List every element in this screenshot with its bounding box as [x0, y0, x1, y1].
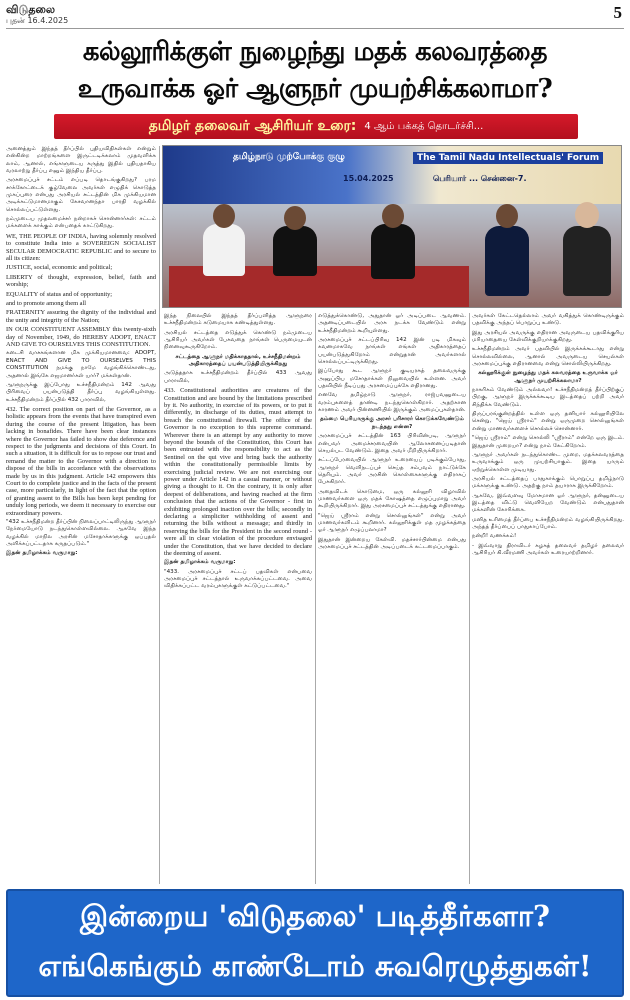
paragraph: அனைத்தும் இந்தத் தீர்ப்பில் புதியவிதிகள்கள் என்றும் என்கின்ற மாற்றங்களை இருட்டடிக்கலாம் முதவளிக்க லாம், ஆனால், எங்களுடைய கருத்து இதில் புதியதாகிய வரலாற்று தீர்ப்பு எனும் இந்திய தீர்ப்பு.: [6, 146, 156, 175]
masthead: [6, 3, 624, 29]
person-head: [284, 206, 306, 230]
person-figure: [563, 226, 611, 296]
paragraph: அரசமைப்புச் சட்டத்தின் 163 பிரிவின்படி, ஆளுநர் என்பவர் அமைச்சரவையின் ஆலோசனைப்படிதான் செயல்பட வேண்டும். இதை அவர் மீறியிருக்கிறார்.: [318, 433, 466, 454]
column-divider: [469, 313, 470, 884]
judgment-quote: 433. Constitutional authorities are creatures of the Constitution and are bound by the limitations prescribed by it. No authority, in exercise of its powers, or to put it differently, in discharge of its duties, must attempt to breach the constitutional firewall. The office of the Governor is no exception to this supreme command. Wherever there is an attempt by any authority to move beyond the bounds of the Constitution, this Court has been entrusted with the responsibility to act as the Sentinel on the qui vive and bring back the authority within the constitutionally permissible limits by exercising judicial review. We are not exercising our power under Article 142 in a casual manner, or without giving a thought to it. On the contrary, it is only after deepest of deliberations, and having reached at the firm conclusion that the actions of the Governor - first in exhibiting prolonged inaction over the bills; secondly in declaring a simpliciter withholding of assent and returning the bills without a message; and thirdly in reserving the bills for the President in the second round - were all in clear violation of the procedure envisaged under the Constitution, that we have decided to declare the deeming of assent.: [164, 387, 312, 558]
preamble-text: JUSTICE, social, economic and political;: [6, 264, 113, 272]
paragraph: திருப்பரங்குன்றத்தில் உள்ள ஒரு தனியார் கல்லூரியிலே சென்று, "ஜெய் ஸ்ரீராம்" என்று ஒருமுறை சொல்லுங்கள் என்று மாணவர்களைச் சொல்லச் சொன்னார்.: [472, 411, 624, 432]
newspaper-name: விடுதலை: [6, 3, 56, 16]
headline-line-2: உருவாக்க ஓர் ஆளுநர் முயற்சிக்கலாமா?: [77, 74, 553, 104]
section-heading: இதன் தமிழாக்கம் வருமாறு:: [6, 550, 78, 557]
paragraph: ஆளுநருக்கு இப்போது உச்சநீதிமன்றம் 142 ஆவது பிரிவைப் பயன்படுத்தி தீர்ப்பு வழங்கியுள்ளது. உச்சநீதிமன்றம் தீர்ப்பில் 432 பாராவில்,: [6, 381, 156, 403]
person-figure: [485, 226, 529, 296]
page-number: 5: [613, 3, 622, 22]
paragraph: "ஜெய் ஸ்ரீராம் என்று சொல்லுங்கள்" என்று அவர் மாணவர்களிடம் கூறினார். கல்லூரிக்குள் மத முழக்கத்தை ஓர் ஆளுநர் எழுப்பலாமா?: [318, 512, 466, 534]
preamble-text: and to promote among them all: [6, 300, 87, 308]
preamble-text: FRATERNITY assuring the dignity of the individual and the unity and integrity of the Nation;: [6, 309, 156, 324]
backdrop-forum-name: The Tamil Nadu Intellectuals' Forum: [413, 152, 603, 164]
person-figure: [273, 226, 317, 276]
paragraph: நன்றி! வணக்கம்!: [472, 533, 517, 540]
paragraph: எனவே தமிழ்நாடு ஆளுநர், ராஜ்பவனுடைய வரம்புகளைத் தாண்டி நடந்துகொள்கிறார். அதற்கான காரணம் அவர் பின்னணியில் இருக்கும் அமைப்புகள்தான்.: [318, 392, 466, 414]
paragraph: நம்முடைய முதலமைச்சர் நன்றாகச் சொன்னார்கள்: சட்டம் மக்களைக் காக்கும் என்பதைக் காட்டுகிறது.: [6, 216, 156, 230]
person-head: [496, 204, 518, 228]
article-column-1: [6, 146, 156, 884]
paragraph: இப்போது கூட ஆளுநர் குடியரசுத் தலைவருக்கு அனுப்பிய மசோதாக்கள் நிலுவையில் உள்ளன. அவர் பதவியில் நீடிப்பது அரசமைப்புக்கே எதிரானது.: [318, 368, 466, 390]
paragraph: அரசியல் சட்டத்தைப் பாதுகாக்கும் பொறுப்பு தமிழ்நாடு மக்களுக்கு உண்டு. அதற்கு நாம் தயாராக இருக்கிறோம்.: [472, 475, 624, 490]
promo-banner: [6, 889, 624, 997]
paragraph: கடைசி வாசகங்களான மிக முக்கியமானவை: ADOPT, ENACT AND GIVE TO OURSELVES THIS CONSTITUTION நமக்கு நாமே வழங்கிக்கொண்டது, அதனால் இங்கே எஜமானர்கள் யார்? மக்கள்தான்.: [6, 350, 156, 379]
issue-date: புதன் 16.4.2025: [6, 16, 69, 25]
person-head: [213, 204, 235, 228]
paragraph: உச்சநீதிமன்றம் அவர் பதவியில் இருக்கக்கூடாது என்று சொல்லவில்லை, ஆனால் அவருடைய செயல்கள் அரசமைப்புக்கு எதிரானவை என்று சொல்லியிருக்கிறது.: [472, 346, 624, 368]
subheading-continued: 4 ஆம் பக்கத் தொடர்ச்சி...: [364, 120, 484, 132]
paragraph: அரசியல் சட்டத்தை எடுத்துக் கொண்டு நம்முடைய ஆசிரியர் அவர்கள் பேசுவதை நாங்கள் பெருமையுடன் நினைவுகூருகிறோம்.: [164, 329, 312, 351]
article-column-4: [472, 313, 624, 884]
section-heading: தம்மை பெரியாருக்கு அரசர் பரிசாரர் கொடுக்கவேண்டும் நடந்தது என்ன?: [320, 416, 464, 430]
paragraph: அடுத்ததாக உச்சநீதிமன்றம் தீர்ப்பில் 433 ஆவது பாராவில்,: [164, 370, 312, 384]
paragraph: அவர்கள் கேட்டதெல்லாம் அவர் வகித்துக் கொண்டிருக்கும் பதவிக்கு அந்தப் பொறுப்பு உண்டு.: [472, 313, 624, 327]
promo-line-2: எங்கெங்கும் காண்டோம் சுவரெழுத்துகள்!: [38, 949, 592, 983]
paragraph: "432 உச்சநீதிமன்ற தீர்ப்பின் நிலைப்பாட்டிலிருந்து ஆளுநர் நேர்மையோடு நடந்துகொள்ளவில்லை. ஆகவே இந்த வழக்கில் மாநில அரசின் மசோதாக்களுக்கு ஒப்புதல் அளிக்கப்பட்டதாக கருதப்படும்.": [6, 518, 156, 547]
preamble-text: EQUALITY of status and of opportunity;: [6, 290, 113, 298]
paragraph: எடுத்துக்கொண்டு, அதுதான் ஓர் அடிப்படை ஆவணம். அதனடிப்படையில் அரசு நடக்க வேண்டும் என்று உச்சநீதிமன்றம் கூறியுள்ளது.: [318, 313, 466, 334]
preamble-text: WE, THE PEOPLE OF INDIA, having solemnly resolved to constitute India into a SOVEREIGN SOCIALIST SECULAR DEMOCRATIC REPUBLIC and to secure to all its citizen:: [6, 232, 156, 262]
headline-line-1: கல்லூரிக்குள் நுழைந்து மதக் கலவரத்தை: [82, 37, 548, 67]
column-divider: [315, 313, 316, 884]
person-figure: [203, 224, 245, 276]
paragraph: மனித உரிமைத் தீர்ப்பை உச்சநீதிமன்றம் வழங்கியிருக்கிறது. அந்தத் தீர்ப்பைப் பாதுகாப்போம்.: [472, 516, 624, 530]
paragraph: இது அரசியல் அவருக்கு எதிரான அவருடைய பதவிக்குரிய மரியாதையை கேள்விக்குறியாக்குகிறது.: [472, 329, 624, 344]
subheading-main: தமிழர் தலைவர் ஆசிரியர் உரை:: [148, 117, 357, 134]
backdrop-date: 15.04.2025: [343, 174, 394, 183]
backdrop-venue: பெரியார் ... சென்னை-7.: [433, 174, 527, 183]
article-column-2: [164, 313, 312, 884]
paragraph: ஆகவே, இவ்வளவு மோசமான ஓர் ஆளுநர், தன்னுடைய இடத்தை விட்டு வெளியேற வேண்டும் என்பதுதான் மக்களின் கோரிக்கை.: [472, 492, 624, 514]
backdrop-title: தமிழ்நாடு முற்போக்கு குழு: [233, 152, 345, 162]
section-heading: சட்டத்தை ஆளுநர் மதிக்காததால், உச்சநீதிமன்றம் அதிகாரத்தைப் பயன்படுத்தியிருக்கிறது: [175, 353, 301, 368]
paragraph: ஆளுநர் அவர்கள் நடந்துகொண்ட முறை, மதக்கலவரத்தை உருவாக்கும் ஒரு முயற்சியாகும். இதை யாரும் ஏற்றுக்கொள்ள முடியாது.: [472, 451, 624, 473]
paragraph: "433. அரசமைப்புச் சட்டப் பதவிகள் என்பவை அரசமைப்புச் சட்டத்தால் உருவாக்கப்பட்டவை. அவை விதிக்கப்பட்ட வரம்புகளுக்குள் கட்டுப்பட்டவை.": [164, 568, 312, 590]
paragraph: இதுதான் இன்றைய கேள்வி. மதச்சார்பின்மை என்பது அரசமைப்புச் சட்டத்தின் அடிப்படைக் கட்டமைப்பாகும்.: [318, 536, 466, 550]
promo-line-1: இன்றைய 'விடுதலை' படித்தீர்களா?: [79, 899, 551, 933]
paragraph: அரசமைப்புச் சட்டப்பிரிவு 142 இன் படி மிகவும் கவனமாகவே நாங்கள் எங்கள் அதிகாரத்தைப் பயன்படுத்துகிறோம் என்றுதான் அவர்களால் சொல்லப்பட்டிருக்கிறது.: [318, 337, 466, 366]
event-photo: [162, 145, 622, 308]
person-figure: [371, 224, 415, 279]
section-heading: இதன் தமிழாக்கம் வருமாறு:: [164, 559, 236, 566]
section-heading: கல்லூரிக்குள் நுழைந்து மதக் கலவரத்தை உருவாக்க ஓர் ஆளுநர் முயற்சிக்கலாமா?: [478, 370, 618, 384]
paragraph: - இவ்வாறு திராவிடர் கழகத் தலைவர் தமிழர் தலைவர் ஆசிரியர் கி.வீரமணி அவர்கள் உரையாற்றினார்.: [472, 542, 624, 556]
person-head: [575, 202, 599, 228]
paragraph: நாகரிகம் வேண்டும் அல்லவா! உச்சநீதிமன்றத் தீர்ப்பிற்குப் பிறகு, ஆளுநர் இருக்கக்கூடிய இடத்தைப் பற்றி அவர் சிந்திக்க வேண்டும்.: [472, 387, 624, 408]
paragraph: அதைவிடக் கொடுமை, ஒரு கல்லூரி விழாவில் மாணவர்களை ஒரு மதக் கோஷத்தை எழுப்புமாறு அவர் கூறியிருக்கிறார். இது அரசமைப்புச் சட்டத்துக்கு எதிரானது.: [318, 488, 466, 510]
paragraph: சட்டப்பேரவையில் ஆளுநர் உரையைப் படிக்கும்போது, ஆளுநர் வெளிநடப்புச் செய்த சம்பவம் நாட்டுக்கே தெரியும். அவர் அரசின் கொள்கைகளுக்கு எதிராகப் பேசுகிறார்.: [318, 457, 466, 486]
paragraph: "ஜெய் ஸ்ரீராம்" என்று சொல்லி "ஸ்ரீராம்" என்றே ஒரு இடம். இதுதான் முறையா? என்று நாம் கேட்கிறோம்.: [472, 435, 624, 449]
preamble-text: IN OUR CONSTITUENT ASSEMBLY this twenty-sixth day of November, 1949, do HEREBY ADOPT, ENACT AND GIVE TO OURSELVES THIS CONSTITUTION.: [6, 326, 156, 349]
headline: [6, 33, 624, 107]
preamble-text: LIBERTY of thought, expression, belief, faith and worship;: [6, 273, 156, 289]
subheading-banner: [54, 114, 578, 139]
article-column-3: [318, 313, 466, 884]
column-divider: [159, 146, 160, 884]
paragraph: இந்த நிலையில் இந்தத் தீர்ப்பளித்த ஆளுநரை உச்சநீதிமன்றம் கடுமையாக கண்டித்துள்ளது.: [164, 313, 312, 327]
judgment-quote: 432. The correct position on part of the Governor, as a holistic appears from the events that have transpired even during the course of the present litigation, has been lacking in bonafides. There have been clear instances where the Governor has failed to show due deference and respect to the judgments and decisions of this Court. In such a situation, it is difficult for us to repose our trust and remand the matter to the Governor with a direction to dispose of the bills in accordance with the observations made by us in this judgment. Article 142 empowers this Court to do complete justice and in the facts of the present case, more particularly, in light of the fact that the option of granting assent to the Bills has been kept pending for unduly long periods, we deem it necessary to exercise our extraordinary powers.: [6, 405, 156, 517]
paragraph: அரசமைப்புச் சட்டம் எப்படி தொடங்குகிறது? பரம சாக்கோட்டைக் குழ்வேலை அவர்கள் எழுதிக் கொடுத்த முகப்புரை என்பது அரசியல் சட்டத்தின் மிக முக்கியமான அடிக்கட்டுமானமாகும் கேசவானந்தா பாரதி வழக்கில் சொல்லப்பட்டுள்ளது.: [6, 177, 156, 213]
person-head: [382, 204, 404, 228]
